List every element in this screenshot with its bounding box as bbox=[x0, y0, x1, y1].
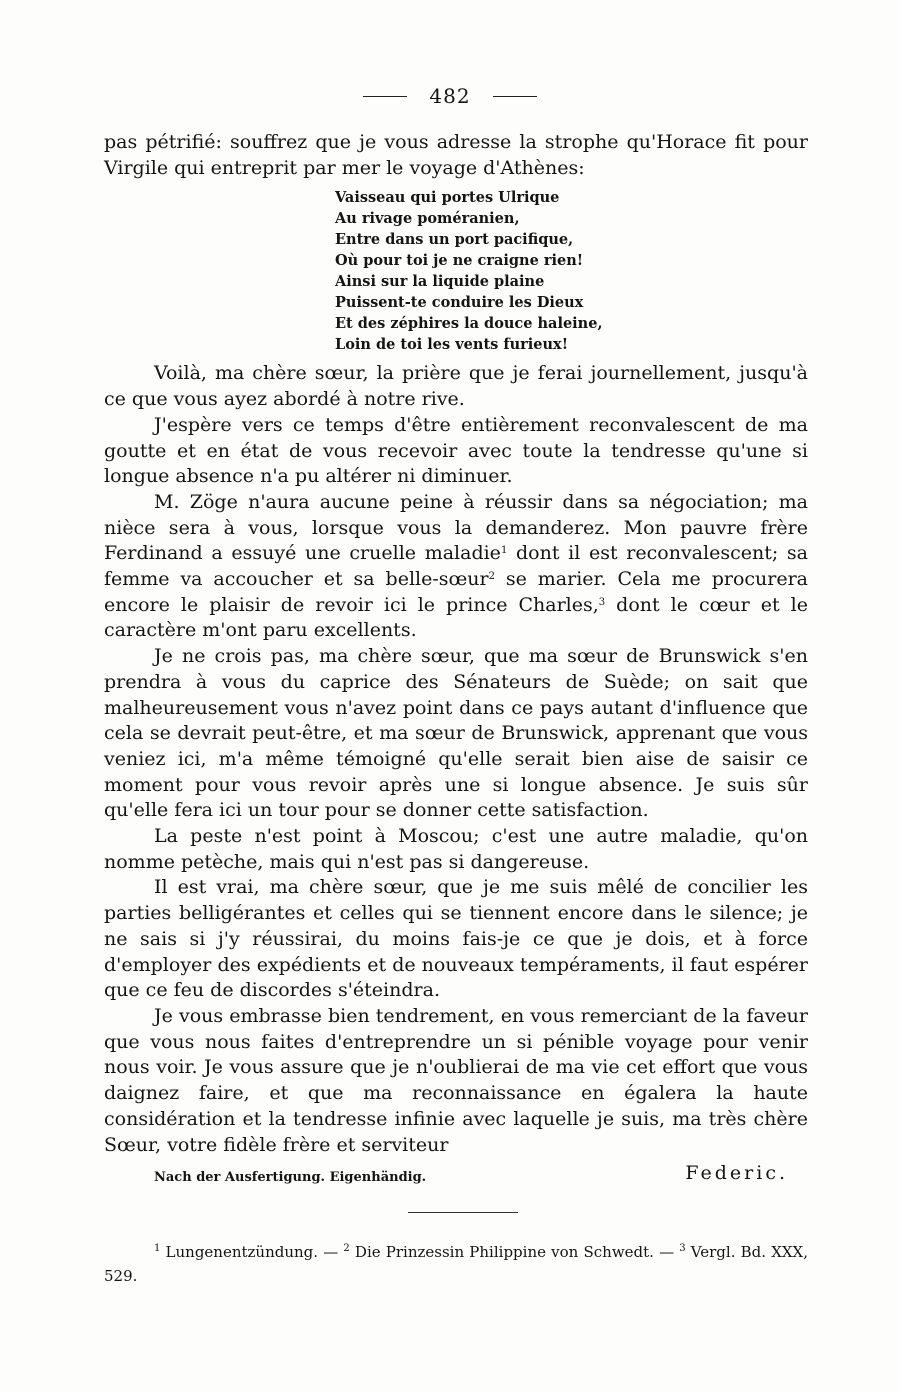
paragraph-text: dont il est reconvalescent; sa femme va accoucher et sa belle-sœur bbox=[104, 542, 808, 591]
paragraph-plague: La peste n'est point à Moscou; c'est une autre maladie, qu'on nomme petèche, mais qui n'est pas si dangereuse. bbox=[104, 825, 808, 873]
paragraph-conciliation: Il est vrai, ma chère sœur, que je me suis mêlé de concilier les parties belligérantes et celles qui se tiennent encore dans le silence; je ne sais si j'y réussirai, du moins fais-je ce que je dois, et à force d'employer des expédients et de nouveaux tempéraments, il faut espérer que ce feu de discordes s'éteindra. bbox=[104, 876, 808, 1002]
footnote-2: Die Prinzessin Philippine von Schwedt. — bbox=[349, 1243, 680, 1261]
source-note: Nach der Ausfertigung. Eigenhändig. bbox=[154, 1170, 427, 1186]
paragraph-prayer: Voilà, ma chère sœur, la prière que je ferai journellement, jusqu'à ce que vous ayez abordé à notre rive. bbox=[104, 362, 808, 411]
poem-stanza bbox=[335, 181, 808, 355]
poem-line: Où pour toi je ne craigne rien! bbox=[335, 252, 584, 270]
footnote-3: Vergl. Bd. XXX, 529. bbox=[104, 1243, 809, 1285]
intro-paragraph: pas pétrifié: souffrez que je vous adresse la strophe qu'Horace fit pour Virgile qui entreprit par mer le voyage d'Athènes: bbox=[104, 131, 808, 179]
poem-line: Vaisseau qui portes Ulrique bbox=[335, 189, 560, 207]
signature: Federic. bbox=[685, 1162, 788, 1185]
paragraph-text: M. Zöge n'aura aucune peine à réussir dans sa négociation; ma nièce sera à vous, lorsque vous la demanderez. Mon pauvre frère Ferdinand a essuyé une cruelle maladie bbox=[104, 490, 808, 565]
paragraph-gout: J'espère vers ce temps d'être entièrement reconvalescent de ma goutte et en état de vous recevoir avec toute la tendresse qu'une si longue absence n'a pu altérer ni diminuer. bbox=[104, 413, 808, 488]
page-header bbox=[0, 84, 900, 108]
header-rule-left bbox=[363, 96, 407, 97]
poem-line: Entre dans un port pacifique, bbox=[335, 231, 574, 249]
paragraph-negotiation bbox=[104, 490, 808, 644]
footnotes bbox=[104, 1240, 808, 1288]
footnote-mark: 1 bbox=[500, 545, 508, 557]
footnote-1: Lungenentzündung. — bbox=[160, 1243, 344, 1261]
paragraph-closing: Je vous embrasse bien tendrement, en vous remerciant de la faveur que vous nous faites d'entreprendre un si pénible voyage pour venir nous voir. Je vous assure que je n'oublierai de ma vie cet effort que vous daignez faire, et que ma reconnaissance en égalera la haute considération et la tendresse infinie avec laquelle je suis, ma très chère Sœur, votre fidèle frère et serviteur bbox=[104, 1004, 808, 1156]
poem-line: Au rivage poméranien, bbox=[335, 210, 520, 228]
poem-line: Ainsi sur la liquide plaine bbox=[335, 273, 545, 291]
footnote-mark: 2 bbox=[488, 571, 495, 583]
page-number: 482 bbox=[429, 84, 471, 108]
poem-line: Et des zéphires la douce haleine, bbox=[335, 315, 603, 333]
signature-block bbox=[104, 1160, 808, 1194]
header-rule-right bbox=[493, 96, 537, 97]
footnote-mark: 2 bbox=[343, 1243, 350, 1254]
poem-line: Loin de toi les vents furieux! bbox=[335, 336, 569, 354]
footnote-mark: 3 bbox=[598, 596, 606, 608]
footnote-separator bbox=[408, 1212, 518, 1213]
paragraph-text: se marier. Cela me procurera encore le plaisir de revoir ici le prince Charles, bbox=[104, 568, 808, 616]
footnote-mark: 1 bbox=[154, 1243, 161, 1254]
paragraph-text: dont le cœur et le caractère m'ont paru excellents. bbox=[104, 593, 808, 642]
footnote-text bbox=[104, 1240, 808, 1288]
footnote-mark: 3 bbox=[679, 1243, 686, 1254]
letter-body bbox=[104, 130, 808, 1194]
poem-line: Puissent-te conduire les Dieux bbox=[335, 294, 584, 312]
paragraph-brunswick: Je ne crois pas, ma chère sœur, que ma sœur de Brunswick s'en prendra à vous du caprice des Sénateurs de Suède; on sait que malheureusement vous n'avez point dans ce pays autant d'influence que cela se devrait peut-être, et ma sœur de Brunswick, apprenant que vous veniez ici, m'a même témoigné qu'elle serait bien aise de saisir ce moment pour vous revoir après une si longue absence. Je suis sûr qu'elle fera ici un tour pour se donner cette satisfaction. bbox=[104, 645, 808, 822]
